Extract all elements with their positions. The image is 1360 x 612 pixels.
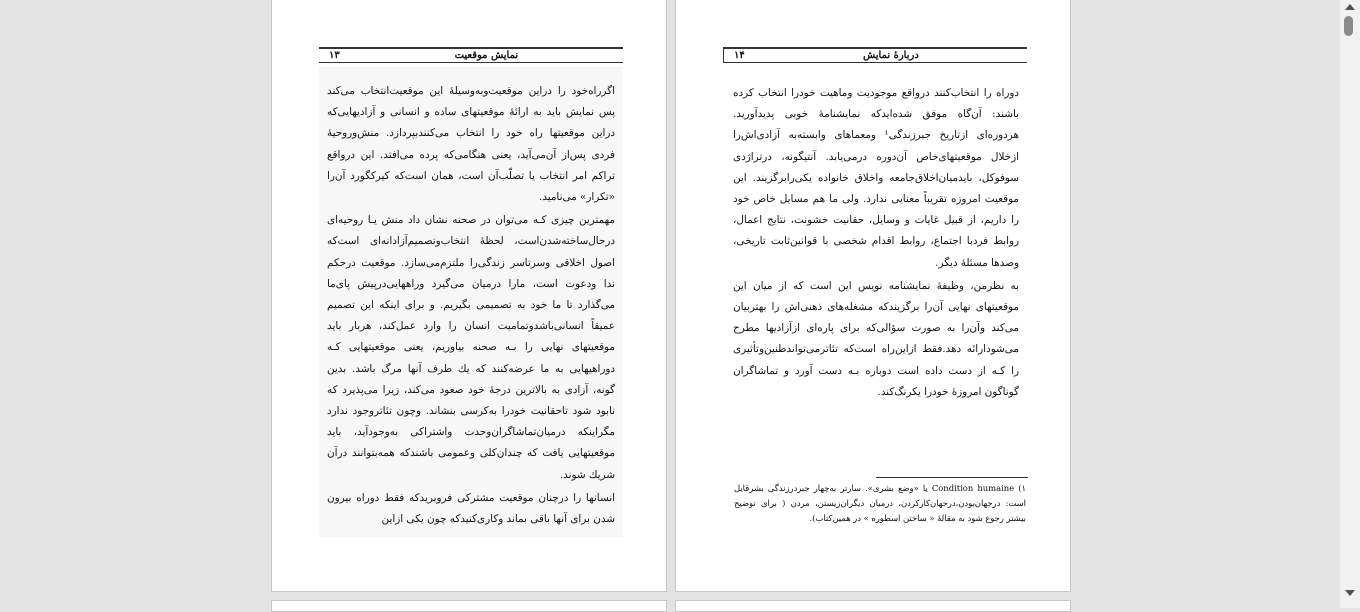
- body-text: [327, 81, 615, 530]
- next-page-left: [271, 600, 667, 612]
- paragraph: انسانها را درچنان موقعیت مشترکی فروبریدکه فقط دوراه بیرون شدن برای آنها باقی بماند وکاری‌کنیدکه چون یکی ازاین: [327, 491, 615, 526]
- page-14: [675, 0, 1071, 592]
- paragraph: به نظرمن، وظیفۀ نمایشنامه نویس این است که از میان این موقعیتهای نهایی آن‌را برگزیندکه مشغله‌های ذهنی‌اش را بهتربیان می‌کند وآن‌را به صورت سؤالی‌که برای پاره‌ای ازآزادیها مطرح می‌شودارائه دهد.فقط ازاین‌راه است‌که تئاترمی‌تواندطنین‌وتأثیری را کـه از دست داده است دوباره بـه دست آورد و تماشاگران گوناگون امروزۀ خودرا یکرنگ‌کند.: [733, 279, 1019, 398]
- running-title: دربارۀ نمایش: [862, 50, 919, 61]
- page-number: ۱۴: [723, 49, 755, 62]
- page-13: [271, 0, 667, 592]
- next-page-right: [675, 600, 1071, 612]
- page-header: [723, 47, 1027, 63]
- vertical-scrollbar[interactable]: [1340, 0, 1360, 608]
- paragraph: مهمترین چیزی کـه می‌توان در صحنه نشان داد منش یـا روحیه‌ای درحال‌ساخته‌شدن‌است، لحظۀ انتخاب‌وتصمیم‌آزادانه‌ای است‌که اصول اخلاقی وسرتاسر زندگی‌را ملتزم‌می‌سازد. موقعیت درحکم ندا ودعوت است، مارا درمیان می‌گیرد وراههایی‌درپیش پای‌ما می‌گذارد تا ما خود به تصمیمی بگیریم. و برای اینکه این تصمیم عمیقاً انسانی‌باشدوتمامیت انسان را وارد عمل‌کند، هربار باید موقعیتهای نهایی را بـه صحنه بیاوریم، یعنی موقعیتهایی کـه دوراهیهایی به ما عرضه‌کنند که یك طرف آنها مرگ باشد. بدین گونه، آزادی به بالاترین درجۀ خود صعود می‌کند، زیرا می‌پذیرد که نابود شود تاحقانیت خودرا به‌کرسی بنشاند. وچون تئاتروجود ندارد مگراینکه درمیان‌تماشاگران‌وحدت واشتراکی به‌وجودآید، باید موقعیتهایی یافت که چندان‌کلی وعمومی باشندکه همه‌بتوانند درآن شریك شوند.: [327, 214, 615, 481]
- page-scan-body: [319, 67, 623, 537]
- body-text: [733, 83, 1019, 403]
- scroll-down-arrow-icon[interactable]: [1345, 590, 1355, 596]
- footnote-rule: [876, 477, 1028, 478]
- scroll-thumb[interactable]: [1344, 16, 1353, 36]
- paragraph: دوراه را انتخاب‌کنند درواقع موجودیت وماهیت خودرا انتخاب کرده باشند: آن‌گاه موفق شده‌ایدکه نمایشنامۀ خوبی پدیدآورید. هردوره‌ای ازتاریخ جبرزندگی¹ ومعماهای وابسته‌به آزادی‌اش‌را ازخلال موقعیتهای‌خاص آن‌دوره درمی‌یابد. آنتیگونه، درتراژدی سوفوکل، بایدمیان‌اخلاق‌جامعه واخلاق خانواده یکی‌رابرگزیند. این موقعیت امروزه تقریباً معنایی ندارد. ولی ما هم مسایل خاص خود را داریم، از قبیل غایات و وسایل، حقانیت خشونت، نتایج اعمال، روابط فردبا اجتماع، روابط اقدام شخصی با قوانین‌ثابت تاریخی، وصدها مسئلۀ دیگر.: [733, 87, 1019, 269]
- page-scan-body: [723, 67, 1027, 537]
- scroll-up-arrow-icon[interactable]: [1345, 4, 1355, 10]
- running-title: نمایش موقعیت: [454, 50, 519, 61]
- page-header: [319, 47, 623, 63]
- page-number: ۱۳: [329, 50, 340, 61]
- paragraph: اگرراه‌خود را دراین موقعیت‌وبه‌وسیلۀ این موقعیت‌انتخاب می‌کند پس نمایش باید به ارائۀ موقعیتهای ساده و انسانی و آزادیهایی‌که دراین موقعیتها راه‌ خود را انتخاب می‌کنندبپردازد. منش‌وروحیۀ فردی پس‌از آن‌می‌آید، یعنی هنگامی‌که پرده می‌افتد. این درواقع تراکم امر انتخاب یا تصلّب‌آن است، همان است‌که کیرکگورد آن‌را «تکرار» می‌نامید.: [327, 85, 615, 204]
- footnote: ۱) Condition humaine یا «وضع بشری». سارتر به‌چهار جبردرزندگی بشرقایل است: درجهان‌بودن،درجهان‌کارکردن، درمیان دیگران‌زیستن، مردن ( برای توضیح بیشتر رجوع شود به مقالۀ « ساختن اسطوره » در همین‌کتاب).: [734, 483, 1026, 523]
